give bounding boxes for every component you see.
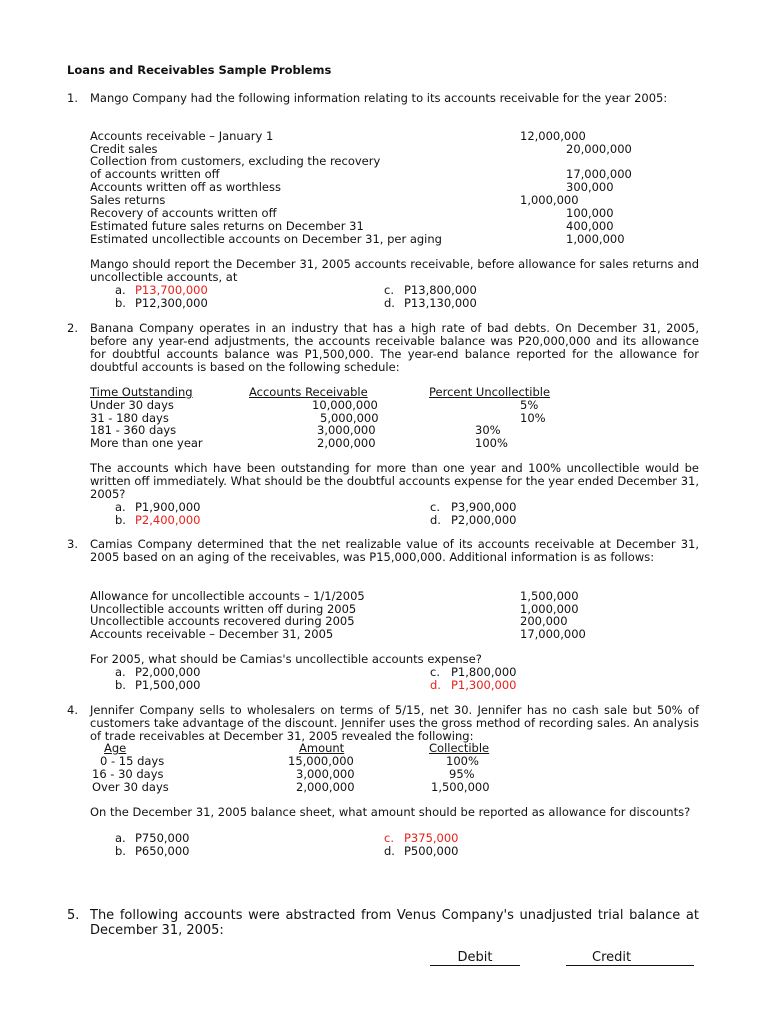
q1-row-value: 12,000,000	[520, 129, 586, 143]
choice-letter: c.	[384, 283, 394, 297]
q4-header-amount: Amount	[299, 741, 345, 755]
choice-letter: b.	[115, 678, 126, 692]
choice-letter: d.	[384, 844, 395, 858]
q5-number: 5.	[67, 908, 80, 923]
q2-header-time: Time Outstanding	[90, 385, 193, 399]
q2-cell-ar: 2,000,000	[317, 436, 376, 450]
q4-number: 4.	[67, 703, 78, 717]
choice-letter-answer: c.	[384, 831, 394, 845]
choice-text-answer: P2,400,000	[135, 513, 201, 527]
q3-row-value: 200,000	[520, 614, 568, 628]
choice-text: P650,000	[135, 844, 190, 858]
q2-cell-pct: 5%	[520, 398, 539, 412]
q1-row-label: Accounts receivable – January 1	[90, 129, 274, 143]
q1-row-label: Estimated uncollectible accounts on December 31, per aging	[90, 232, 442, 246]
q2-cell-ar: 5,000,000	[320, 411, 379, 425]
q1-row-label: Credit sales	[90, 142, 158, 156]
q4-cell-age: 0 - 15 days	[100, 754, 165, 768]
choice-text: P1,900,000	[135, 500, 201, 514]
q1-row-value: 300,000	[566, 180, 614, 194]
choice-text: P13,800,000	[404, 283, 477, 297]
choice-letter: c.	[430, 665, 440, 679]
q2-cell-time: Under 30 days	[90, 398, 174, 412]
q1-question: Mango should report the December 31, 2005 accounts receivable, before allowance for sales returns and uncollectible accounts, at	[90, 257, 699, 284]
q3-row-label: Uncollectible accounts written off during 2005	[90, 602, 357, 616]
q2-header-pct: Percent Uncollectible	[429, 385, 551, 399]
q2-cell-pct: 10%	[520, 411, 546, 425]
q2-cell-time: 181 - 360 days	[90, 423, 177, 437]
choice-text: P2,000,000	[135, 665, 201, 679]
q2-cell-ar: 3,000,000	[317, 423, 376, 437]
q1-row-label: Accounts written off as worthless	[90, 180, 281, 194]
q2-cell-pct: 100%	[475, 436, 508, 450]
q4-cell-amount: 15,000,000	[288, 754, 354, 768]
q5-credit-label: Credit	[592, 950, 632, 965]
q4-cell-amount: 2,000,000	[296, 780, 355, 794]
q5-stem: The following accounts were abstracted from Venus Company's unadjusted trial balance at December 31, 2005:	[90, 908, 699, 938]
choice-letter: a.	[115, 500, 126, 514]
q1-row-label: Recovery of accounts written off	[90, 206, 277, 220]
q3-row-value: 17,000,000	[520, 627, 586, 641]
q4-cell-collectible: 1,500,000	[431, 780, 490, 794]
q2-header-ar: Accounts Receivable	[249, 385, 368, 399]
choice-text: P12,300,000	[135, 296, 208, 310]
q4-cell-age: 16 - 30 days	[92, 767, 164, 781]
q4-cell-collectible: 95%	[449, 767, 475, 781]
q1-stem: Mango Company had the following information relating to its accounts receivable for the year 2005:	[90, 91, 668, 105]
q3-question: For 2005, what should be Camias's uncollectible accounts expense?	[90, 652, 482, 666]
choice-letter-answer: d.	[430, 678, 441, 692]
choice-text-answer: P13,700,000	[135, 283, 208, 297]
q4-cell-age: Over 30 days	[92, 780, 169, 794]
q2-cell-pct: 30%	[475, 423, 501, 437]
q3-number: 3.	[67, 537, 78, 551]
q4-question: On the December 31, 2005 balance sheet, what amount should be reported as allowance for discounts?	[90, 805, 691, 819]
choice-letter: a.	[115, 831, 126, 845]
choice-text: P1,800,000	[451, 665, 517, 679]
q1-row-value: 1,000,000	[566, 232, 625, 246]
q1-number: 1.	[67, 91, 78, 105]
q1-row-value: 100,000	[566, 206, 614, 220]
choice-letter: d.	[430, 513, 441, 527]
q4-header-collectible: Collectible	[429, 741, 490, 755]
choice-letter: b.	[115, 296, 126, 310]
q1-row-label: Estimated future sales returns on December 31	[90, 219, 364, 233]
q2-question: The accounts which have been outstanding for more than one year and 100% uncollectible would be written off immediately. What should be the doubtful accounts expense for the year ended December 31, 2005?	[90, 461, 699, 501]
q2-cell-ar: 10,000,000	[312, 398, 378, 412]
q3-row-value: 1,000,000	[520, 602, 579, 616]
choice-text: P13,130,000	[404, 296, 477, 310]
q1-row-value: 1,000,000	[520, 193, 579, 207]
choice-text: P1,500,000	[135, 678, 201, 692]
q2-cell-time: More than one year	[90, 436, 203, 450]
q1-row-value: 400,000	[566, 219, 614, 233]
choice-letter: d.	[384, 296, 395, 310]
choice-text: P500,000	[404, 844, 459, 858]
q2-stem: Banana Company operates in an industry that has a high rate of bad debts. On December 31, 2005, before any year-end adjustments, the accounts receivable balance was P20,000,000 and its allowance for doubtful accounts balance was P1,500,000. The year-end balance reported for the allowance for doubtful accounts is based on the following schedule:	[90, 321, 699, 374]
choice-text: P750,000	[135, 831, 190, 845]
q2-number: 2.	[67, 321, 78, 335]
q5-debit-header: Debit	[430, 950, 520, 966]
q1-row-value: 17,000,000	[566, 167, 632, 181]
q4-stem: Jennifer Company sells to wholesalers on terms of 5/15, net 30. Jennifer has no cash sale but 50% of customers take advantage of the discount. Jennifer uses the gross method of recording sales. An analysis of trade receivables at December 31, 2005 revealed the following:	[90, 703, 699, 743]
q3-row-label: Allowance for uncollectible accounts – 1/1/2005	[90, 589, 365, 603]
q1-row-value: 20,000,000	[566, 142, 632, 156]
q3-row-label: Accounts receivable – December 31, 2005	[90, 627, 334, 641]
choice-letter: a.	[115, 283, 126, 297]
choice-text-answer: P1,300,000	[451, 678, 517, 692]
q1-row-label: of accounts written off	[90, 167, 220, 181]
choice-letter: c.	[430, 500, 440, 514]
choice-text: P3,900,000	[451, 500, 517, 514]
q4-cell-amount: 3,000,000	[296, 767, 355, 781]
q4-header-age: Age	[104, 741, 127, 755]
q3-stem: Camias Company determined that the net realizable value of its accounts receivable at December 31, 2005 based on an aging of the receivables, was P15,000,000. Additional information is as follows:	[90, 537, 699, 564]
q5-credit-header	[566, 950, 694, 966]
q3-row-value: 1,500,000	[520, 589, 579, 603]
choice-letter: b.	[115, 513, 126, 527]
q1-row-label: Collection from customers, excluding the recovery	[90, 154, 381, 168]
q3-row-label: Uncollectible accounts recovered during 2005	[90, 614, 355, 628]
q4-cell-collectible: 100%	[446, 754, 479, 768]
choice-text-answer: P375,000	[404, 831, 459, 845]
q1-row-label: Sales returns	[90, 193, 166, 207]
choice-letter: b.	[115, 844, 126, 858]
choice-letter: a.	[115, 665, 126, 679]
q2-cell-time: 31 - 180 days	[90, 411, 169, 425]
document-title: Loans and Receivables Sample Problems	[67, 63, 332, 77]
choice-text: P2,000,000	[451, 513, 517, 527]
